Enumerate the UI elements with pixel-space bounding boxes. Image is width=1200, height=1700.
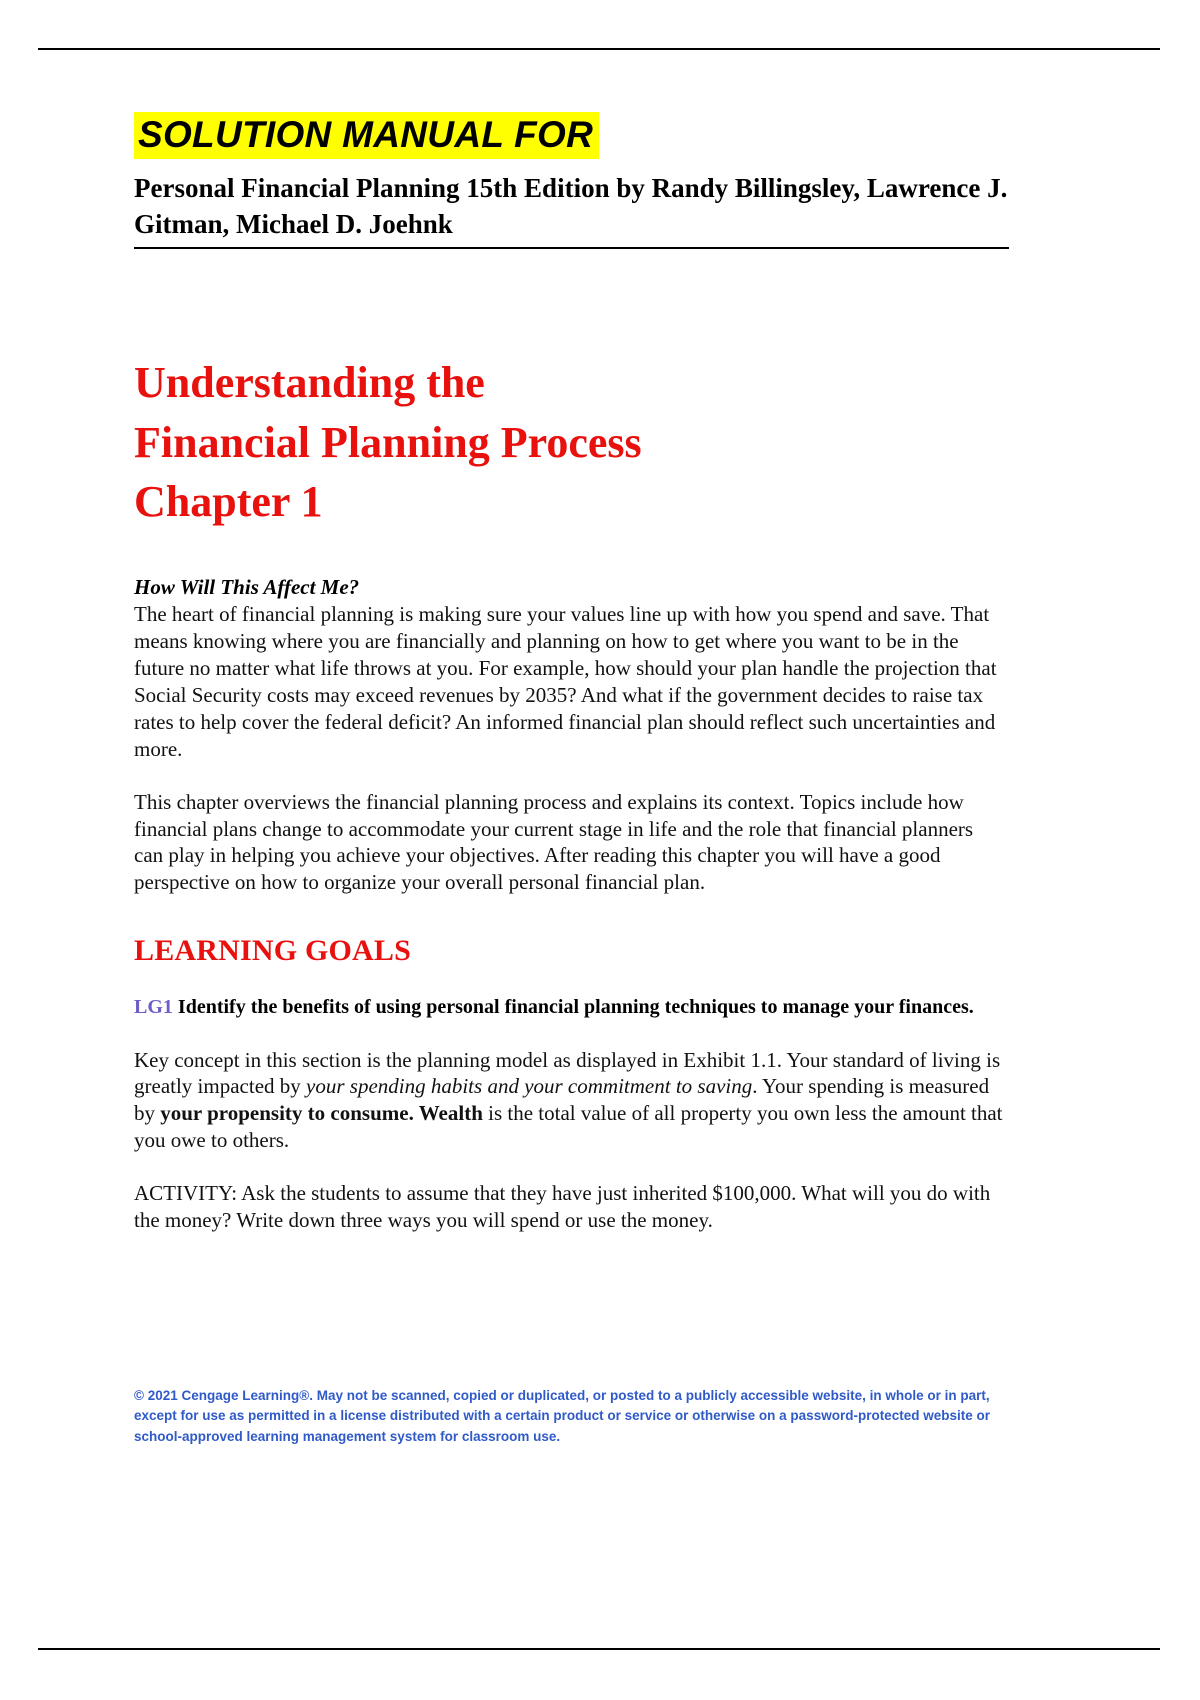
- banner-title-wrapper: [134, 112, 1006, 159]
- key-concept-part-3: is the total value of all property you own less the amount that you owe to others.: [134, 1101, 1003, 1153]
- paragraph-key-concept: [134, 1047, 1006, 1155]
- copyright-footer: © 2021 Cengage Learning®. May not be scanned, copied or duplicated, or posted to a publicly accessible website, in whole or in part, except for use as permitted in a license distributed with a certain product or service or otherwise on a password-protected website or school-approved learning management system for classroom use.: [134, 1388, 990, 1444]
- chapter-heading: [134, 353, 1006, 532]
- learning-goals-heading: LEARNING GOALS: [134, 934, 412, 968]
- key-concept-italic-1: your spending habits and your commitment to saving: [306, 1074, 753, 1099]
- page-top-rule: [38, 48, 1160, 50]
- chapter-heading-line-3: Chapter 1: [134, 477, 323, 527]
- page-bottom-rule: [38, 1648, 1160, 1650]
- paragraph-how-will-this-affect-me: The heart of financial planning is making sure your values line up with how you spend and save. That means knowing where you are financially and planning on how to get where you want to be in the future no matter what life throws at you. For example, how should your plan handle the projection that Social Security costs may exceed revenues by 2035? And what if the government decides to raise tax rates to help cover the federal deficit? An informed financial plan should reflect such uncertainties and more.: [134, 602, 997, 761]
- learning-goal-tag: LG1: [134, 996, 173, 1019]
- key-concept-bold-1: your propensity to consume. Wealth: [160, 1101, 483, 1126]
- paragraph-activity: ACTIVITY: Ask the students to assume that they have just inherited $100,000. What will you do with the money? Write down three ways you will spend or use the money.: [134, 1181, 991, 1232]
- paragraph-spacer: [134, 763, 1006, 789]
- learning-goal-1: [134, 994, 1006, 1020]
- section-lead-heading: How Will This Affect Me?: [134, 575, 360, 600]
- key-concept-part-1: Key concept in this section is the planning model as displayed in Exhibit 1.1. Your standard of living is greatly impacted by: [134, 1047, 1001, 1099]
- key-concept-part-2: . Your spending is measured by: [134, 1074, 990, 1126]
- document-subtitle: Personal Financial Planning 15th Edition by Randy Billingsley, Lawrence J. Gitman, Michael D. Joehnk: [134, 173, 1008, 240]
- chapter-heading-line-2: Financial Planning Process: [134, 417, 642, 467]
- paragraph-spacer-2: [134, 1021, 1006, 1047]
- banner-title: SOLUTION MANUAL FOR: [134, 112, 599, 159]
- learning-goal-text: Identify the benefits of using personal financial planning techniques to manage your finances.: [177, 996, 974, 1019]
- paragraph-chapter-overview: This chapter overviews the financial planning process and explains its context. Topics include how financial plans change to accommodate your current stage in life and the role that financial planners can play in helping you achieve your objectives. After reading this chapter you will have a good perspective on how to organize your overall personal financial plan.: [134, 789, 974, 895]
- document-content: [134, 112, 1006, 1234]
- chapter-heading-line-1: Understanding the: [134, 357, 485, 407]
- paragraph-spacer-3: [134, 1154, 1006, 1180]
- subtitle-divider: [134, 247, 1009, 249]
